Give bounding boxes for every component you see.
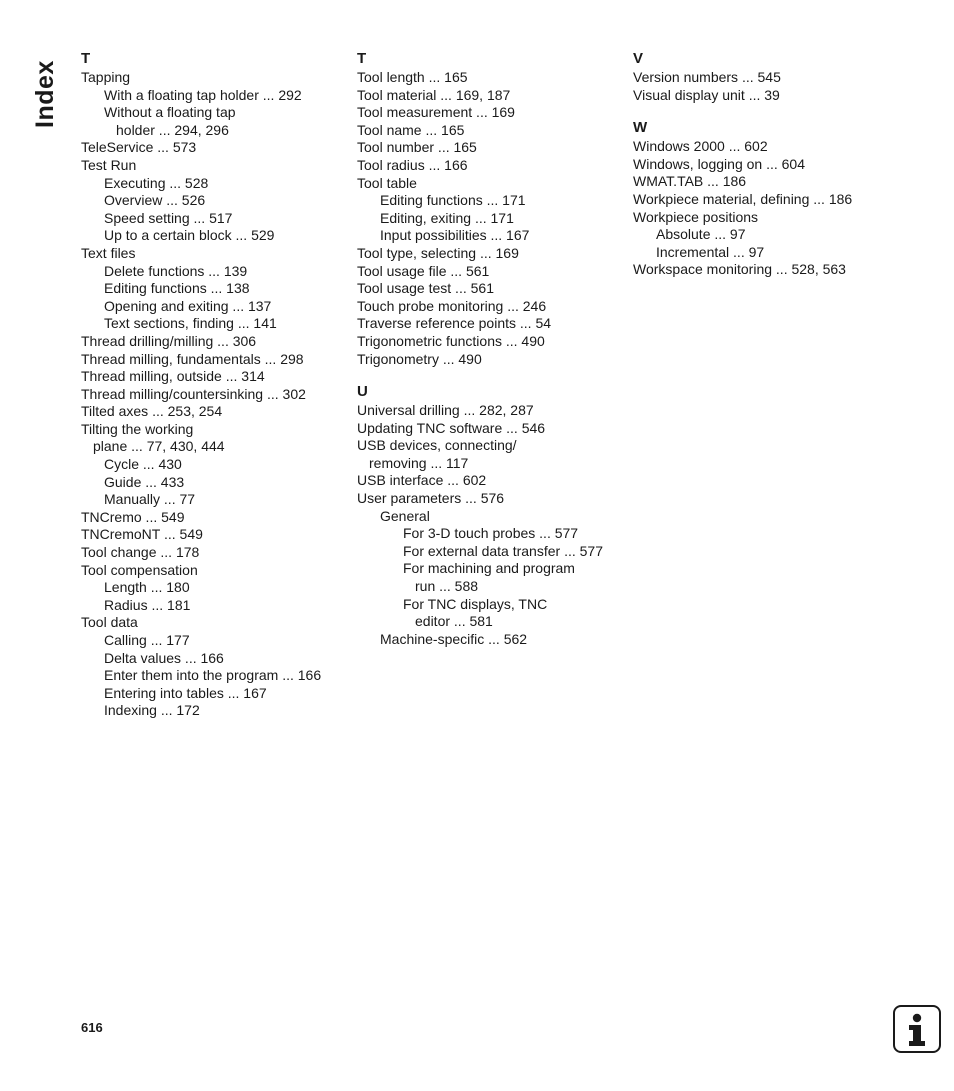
index-entry: Updating TNC software ... 546 [357,419,546,436]
index-entry: Tool type, selecting ... 169 [357,244,519,261]
index-entry: Up to a certain block ... 529 [104,227,275,244]
index-entry: Thread drilling/milling ... 306 [81,332,257,349]
index-entry: Traverse reference points ... 54 [357,315,552,332]
index-entry: Text files [81,244,136,261]
index-entry: Delta values ... 166 [104,649,224,666]
index-entry: Workspace monitoring ... 528, 563 [633,261,846,278]
index-entry: Opening and exiting ... 137 [104,297,272,314]
index-entry: Tilting the working [81,420,194,437]
index-entry: Editing functions ... 171 [380,192,526,209]
index-entry: Executing ... 528 [104,174,209,191]
index-entry: USB interface ... 602 [357,472,487,489]
index-entry: Length ... 180 [104,579,190,596]
index-entry: Incremental ... 97 [656,243,765,260]
index-entry: Without a floating tap [104,104,236,121]
index-entry: For 3-D touch probes ... 577 [403,525,579,542]
index-entry: Text sections, finding ... 141 [104,315,277,332]
index-entry: Tool usage test ... 561 [357,280,494,297]
index-letter-heading: U [357,383,368,401]
index-entry: USB devices, connecting/ [357,437,517,454]
index-entry: Thread milling/countersinking ... 302 [81,385,306,402]
index-column-3 [633,49,903,279]
index-entry: Thread milling, fundamentals ... 298 [81,350,304,367]
page-number: 616 [81,1020,103,1035]
index-entry: Tool compensation [81,561,198,578]
index-entry: TeleService ... 573 [81,139,197,156]
index-entry: Version numbers ... 545 [633,69,781,85]
index-entry: Enter them into the program ... 166 [104,667,322,684]
index-entry: Tool radius ... 166 [357,156,468,173]
side-title [28,48,62,128]
index-entry: Tool data [81,614,138,631]
index-entry: User parameters ... 576 [357,490,505,507]
index-entry: Trigonometric functions ... 490 [357,332,545,349]
index-entry: For machining and program [403,560,575,577]
index-entry: Speed setting ... 517 [104,209,233,226]
side-title-text: Index [31,60,59,128]
index-entry: Indexing ... 172 [104,702,200,719]
index-entry: removing ... 117 [369,454,469,471]
index-entry: run ... 588 [415,578,479,595]
index-entry: Tool measurement ... 169 [357,104,515,121]
index-entry: Tapping [81,69,131,85]
index-entry: Manually ... 77 [104,491,196,508]
index-letter-heading: T [357,50,367,67]
index-entry: Editing functions ... 138 [104,280,250,297]
index-entry: Tool usage file ... 561 [357,262,490,279]
index-entry: With a floating tap holder ... 292 [104,86,302,103]
index-entry: Workpiece material, defining ... 186 [633,190,853,207]
index-entry: WMAT.TAB ... 186 [633,173,747,190]
index-entry: Tool material ... 169, 187 [357,86,511,103]
index-entry: Radius ... 181 [104,596,191,613]
index-entry: Tool number ... 165 [357,139,477,156]
index-entry: plane ... 77, 430, 444 [93,438,225,455]
index-column-1 [81,49,351,720]
index-entry: General [380,507,430,524]
index-entry: Calling ... 177 [104,632,190,648]
index-entry: Delete functions ... 139 [104,262,248,279]
index-entry: Tool length ... 165 [357,69,468,85]
index-entry: Overview ... 526 [104,192,206,209]
info-glyph [895,1007,939,1051]
index-entry: Machine-specific ... 562 [380,630,528,647]
index-entry: TNCremo ... 549 [81,508,185,525]
index-entry: Tool change ... 178 [81,544,200,561]
index-letter-heading: T [81,50,91,67]
index-entry: Tilted axes ... 253, 254 [81,403,223,420]
index-letter-heading: W [633,119,648,137]
index-column-2 [357,49,627,648]
index-entry: holder ... 294, 296 [116,121,229,138]
index-entry: Trigonometry ... 490 [357,350,482,367]
index-entry: Workpiece positions [633,208,759,225]
index-entry: Tool table [357,174,417,191]
index-entry: Input possibilities ... 167 [380,227,530,244]
info-icon [893,1005,941,1053]
index-entry: Universal drilling ... 282, 287 [357,402,534,419]
index-entry: Cycle ... 430 [104,456,182,473]
index-entry: For external data transfer ... 577 [403,542,603,559]
index-entry: Absolute ... 97 [656,226,746,243]
index-entry: Windows 2000 ... 602 [633,138,768,155]
index-entry: Visual display unit ... 39 [633,86,780,103]
index-entry: Entering into tables ... 167 [104,684,267,701]
index-entry: Editing, exiting ... 171 [380,209,514,226]
index-entry: Windows, logging on ... 604 [633,155,805,172]
index-entry: For TNC displays, TNC [403,595,548,612]
index-entry: Touch probe monitoring ... 246 [357,297,547,314]
index-entry: Test Run [81,156,137,173]
index-entry: Tool name ... 165 [357,121,465,138]
index-entry: Guide ... 433 [104,473,185,490]
index-entry: editor ... 581 [415,613,493,630]
index-letter-heading: V [633,50,644,67]
index-entry: Thread milling, outside ... 314 [81,368,265,385]
index-entry: TNCremoNT ... 549 [81,526,203,543]
